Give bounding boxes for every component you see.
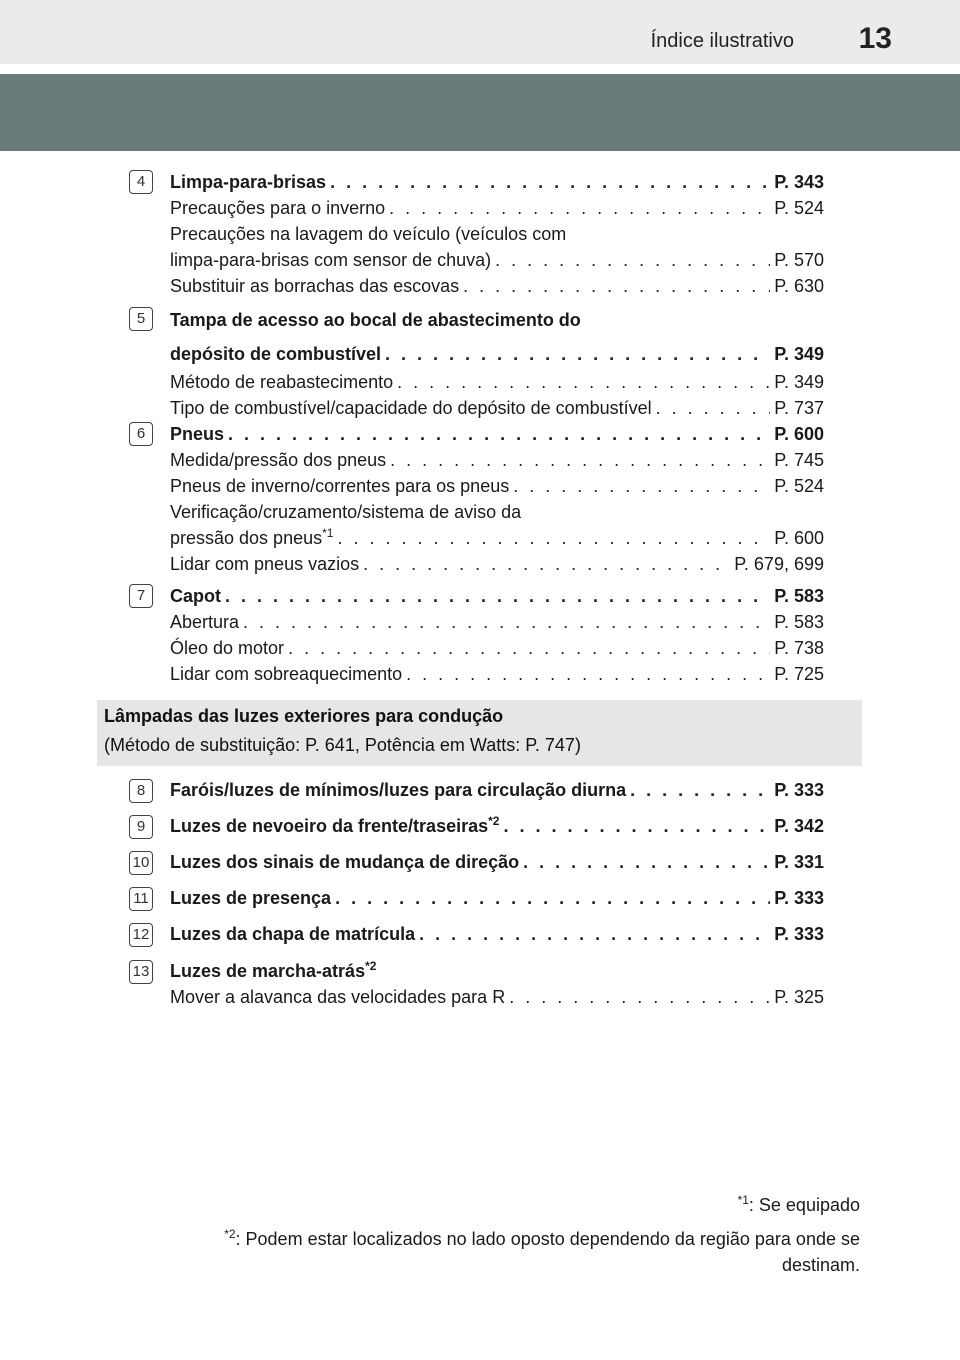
- index-sub-entry: limpa-para-brisas com sensor de chuva) . . . P. 570: [170, 247, 824, 273]
- lamp-entry: Luzes de presença . . . P. 333: [170, 885, 824, 911]
- index-sub-entry: Tipo de combustível/capacidade do depósito de combustível . . . P. 737: [170, 395, 824, 421]
- callout-number: 6: [129, 422, 153, 446]
- callout-number: 7: [129, 584, 153, 608]
- index-entry-title: Pneus . . . P. 600: [170, 421, 824, 447]
- lamp-entry: Luzes de nevoeiro da frente/traseiras$^{*2}$ . . . P. 342: [170, 813, 824, 839]
- lamps-info-box: [97, 700, 862, 766]
- callout-number: 13: [129, 960, 153, 984]
- index-sub-entry: Óleo do motor . . . P. 738: [170, 635, 824, 661]
- footnote-marker: *1: [737, 1193, 749, 1207]
- page-number: 13: [858, 22, 892, 55]
- index-sub-entry: Mover a alavanca das velocidades para R . . . P. 325: [170, 984, 824, 1010]
- index-entry-title: Limpa-para-brisas . . . P. 343: [170, 169, 824, 195]
- callout-number: 10: [129, 851, 153, 875]
- lamps-box-title: Lâmpadas das luzes exteriores para condução: [104, 706, 504, 726]
- header-gap: [0, 64, 960, 74]
- index-group: [170, 421, 824, 577]
- index-group: [170, 583, 824, 687]
- gray-banner: [0, 74, 960, 151]
- lamp-entry: Luzes da chapa de matrícula . . . P. 333: [170, 921, 824, 947]
- section-title: Índice ilustrativo: [650, 30, 794, 52]
- index-sub-entry-line: Verificação/cruzamento/sistema de aviso da: [170, 502, 522, 522]
- lamps-box-subtitle: (Método de substituição: P. 641, Potência em Watts: P. 747): [104, 735, 581, 755]
- callout-number: 5: [129, 307, 153, 331]
- index-sub-entry: Abertura . . . P. 583: [170, 609, 824, 635]
- index-sub-entry: Lidar com pneus vazios . . . P. 679, 699: [170, 551, 824, 577]
- footnote-2: $^{*2}$: Podem estar localizados no lado oposto dependendo da região para onde se destinam.: [224, 1227, 860, 1275]
- footnote-1: $^{*1}$: Se equipado: [737, 1193, 860, 1215]
- index-sub-entry: Medida/pressão dos pneus . . . P. 745: [170, 447, 824, 473]
- callout-number: 4: [129, 170, 153, 194]
- footnote-marker: *2: [365, 959, 377, 973]
- index-entry-title: depósito de combustível . . . P. 349: [170, 341, 824, 367]
- callout-number: 9: [129, 815, 153, 839]
- footnote-marker: *1: [322, 526, 334, 540]
- index-sub-entry: Pneus de inverno/correntes para os pneus . . . P. 524: [170, 473, 824, 499]
- index-entry-title: Capot . . . P. 583: [170, 583, 824, 609]
- header-bar: [0, 0, 960, 64]
- index-sub-entry: pressão dos pneus$^{*1}$ . . . P. 600: [170, 525, 824, 551]
- index-sub-entry-line: Precauções na lavagem do veículo (veículos com: [170, 224, 567, 244]
- index-sub-entry: Lidar com sobreaquecimento . . . P. 725: [170, 661, 824, 687]
- callout-number: 8: [129, 779, 153, 803]
- index-group: [170, 307, 824, 421]
- index-sub-entry: Substituir as borrachas das escovas . . . P. 630: [170, 273, 824, 299]
- index-group: [170, 169, 824, 299]
- index-entry-title-line: Tampa de acesso ao bocal de abastecimento do: [170, 310, 581, 330]
- callout-number: 11: [129, 887, 153, 911]
- lamp-entry: Luzes dos sinais de mudança de direção . . . P. 331: [170, 849, 824, 875]
- index-sub-entry: Precauções para o inverno . . . P. 524: [170, 195, 824, 221]
- footnote-marker: *2: [224, 1227, 236, 1241]
- lamp-entry: Faróis/luzes de mínimos/luzes para circulação diurna . . . P. 333: [170, 777, 824, 803]
- index-sub-entry: Método de reabastecimento . . . P. 349: [170, 369, 824, 395]
- callout-number: 12: [129, 923, 153, 947]
- footnote-marker: *2: [488, 814, 500, 828]
- lamp-entry: Luzes de marcha-atrás$^{*2}$ Mover a alavanca das velocidades para R . . . P. 325: [170, 958, 824, 1010]
